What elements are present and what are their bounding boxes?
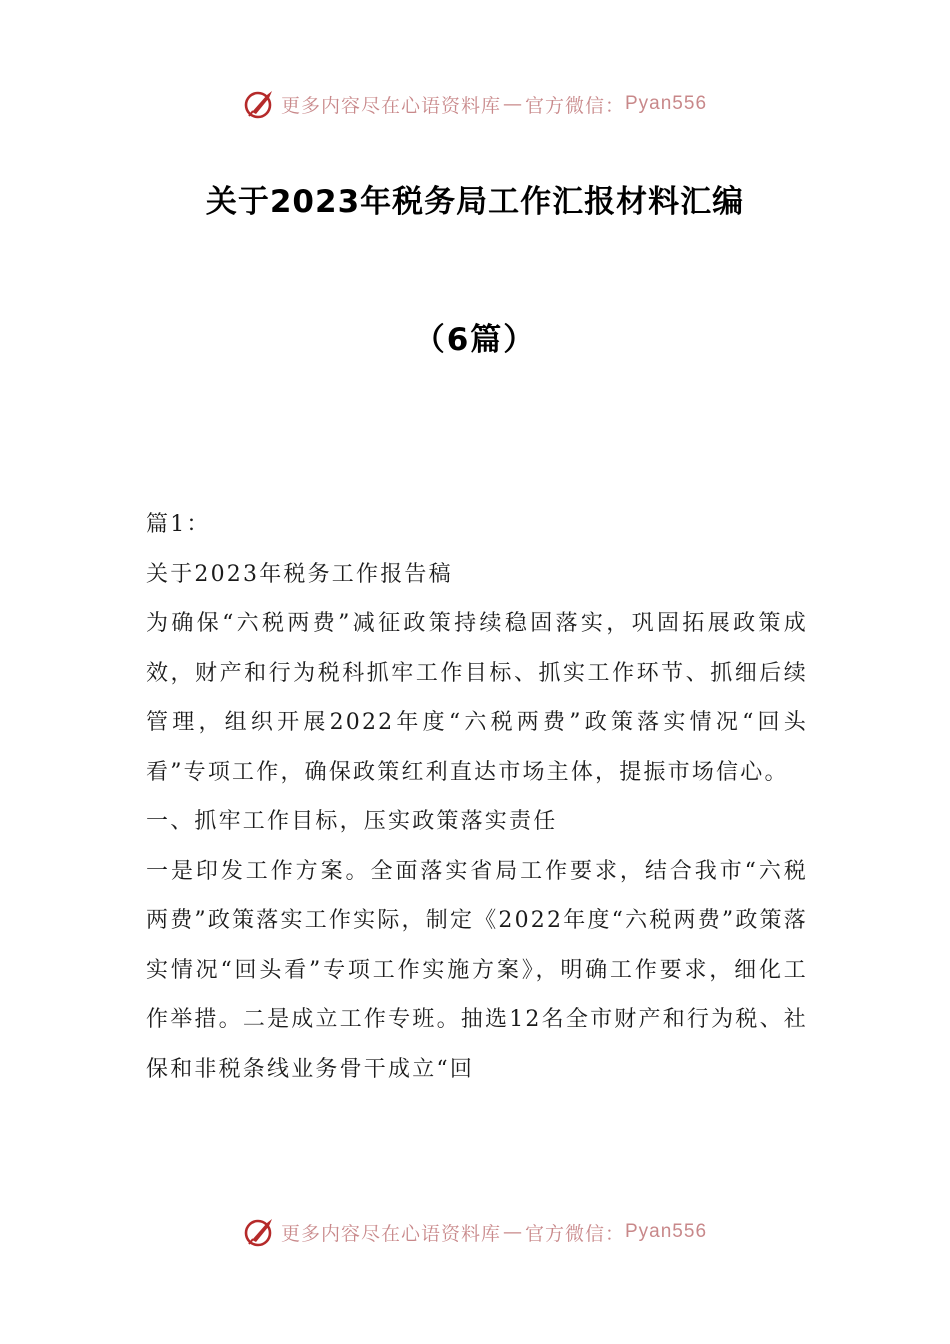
watermark-header (0, 84, 950, 124)
watermark-dash: — (502, 1221, 523, 1243)
document-title: 关于2023年税务局工作汇报材料汇编 (205, 184, 745, 220)
paragraph-intro: 为确保“六税两费”减征政策持续稳固落实，巩固拓展政策成效，财产和行为税科抓牢工作目标、抓实工作环节、抓细后续管理，组织开展2022年度“六税两费”政策落实情况“回头看”专项工作，确保政策红利直达市场主体，提振市场信心。 (146, 611, 808, 785)
document-subtitle: （6篇） (413, 322, 537, 358)
heading-one: 一、抓牢工作目标，压实政策落实责任 (146, 809, 558, 834)
watermark-id: Pyan556 (625, 1221, 708, 1242)
pen-nib-logo-icon (243, 87, 277, 121)
section-label: 篇1： (146, 512, 211, 537)
watermark-label: 官方微信： (524, 1222, 625, 1245)
document-body (146, 500, 808, 1094)
pen-nib-logo-icon (243, 1215, 277, 1249)
watermark-id: Pyan556 (625, 93, 708, 114)
watermark-text: 更多内容尽在心语资料库 (280, 94, 501, 117)
watermark-dash: — (502, 93, 523, 115)
watermark-label: 官方微信： (524, 94, 625, 117)
section-title: 关于2023年税务工作报告稿 (146, 561, 453, 587)
watermark-footer (0, 1212, 950, 1252)
watermark-text: 更多内容尽在心语资料库 (280, 1222, 501, 1245)
paragraph-one: 一是印发工作方案。全面落实省局工作要求，结合我市“六税两费”政策落实工作实际，制定《2022年度“六税两费”政策落实情况“回头看”专项工作实施方案》，明确工作要求，细化工作举措。二是成立工作专班。抽选12名全市财产和行为税、社保和非税条线业务骨干成立“回 (146, 858, 808, 1082)
